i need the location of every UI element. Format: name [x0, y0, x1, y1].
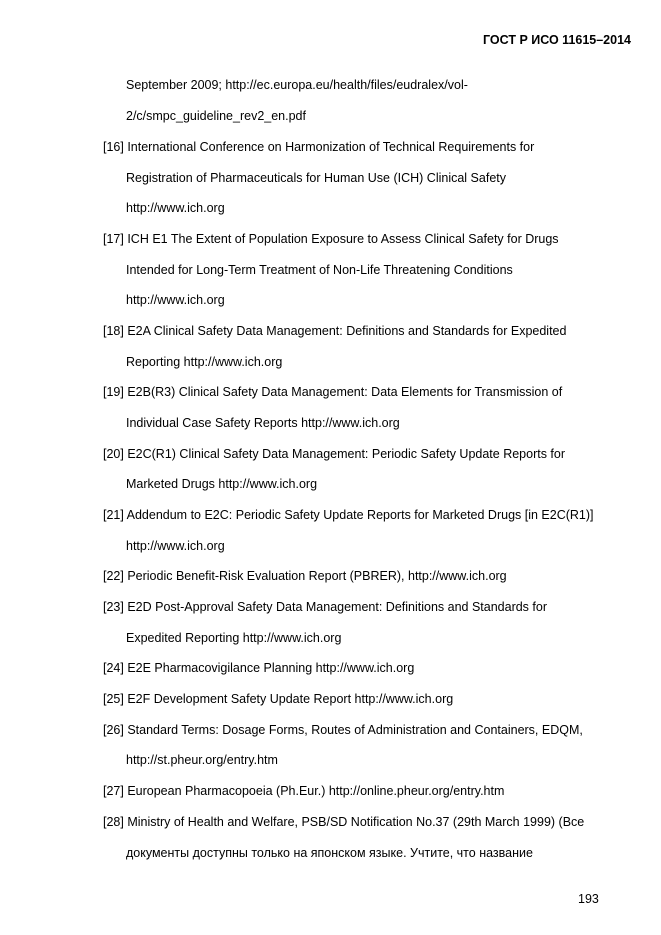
reference-18: [18] E2A Clinical Safety Data Management: Definitions and Standards for Expedited — [103, 324, 567, 338]
reference-link: http://www.ich.org — [126, 293, 225, 307]
reference-continuation-line: Expedited Reporting http://www.ich.org — [126, 631, 342, 645]
reference-28: [28] Ministry of Health and Welfare, PSB/SD Notification No.37 (29th March 1999) (Все — [103, 815, 585, 829]
reference-continuation-line: документы доступны только на японском языке. Учтите, что название — [126, 846, 533, 860]
reference-24: [24] E2E Pharmacovigilance Planning http://www.ich.org — [103, 661, 415, 675]
reference-16: [16] International Conference on Harmonization of Technical Requirements for — [103, 140, 535, 154]
reference-19: [19] E2B(R3) Clinical Safety Data Management: Data Elements for Transmission of — [103, 385, 563, 399]
reference-25: [25] E2F Development Safety Update Report http://www.ich.org — [103, 692, 454, 706]
reference-21: [21] Addendum to E2C: Periodic Safety Update Reports for Marketed Drugs [in E2C(R1)] — [103, 508, 594, 522]
reference-continuation-line: Individual Case Safety Reports http://www.ich.org — [126, 416, 400, 430]
reference-link: http://st.pheur.org/entry.htm — [126, 753, 278, 767]
reference-20: [20] E2C(R1) Clinical Safety Data Management: Periodic Safety Update Reports for — [103, 447, 566, 461]
document-header: ГОСТ Р ИСО 11615–2014 — [482, 33, 631, 47]
reference-continuation-line: Registration of Pharmaceuticals for Human Use (ICH) Clinical Safety — [126, 171, 506, 185]
reference-continuation-line: Marketed Drugs http://www.ich.org — [126, 477, 318, 491]
reference-link: http://www.ich.org — [126, 201, 225, 215]
reference-17: [17] ICH E1 The Extent of Population Exposure to Assess Clinical Safety for Drugs — [103, 232, 559, 246]
reference-continuation-line: Reporting http://www.ich.org — [126, 355, 283, 369]
reference-continuation-line: September 2009; http://ec.europa.eu/health/files/eudralex/vol- — [126, 78, 468, 92]
reference-link: http://www.ich.org — [126, 539, 225, 553]
reference-26: [26] Standard Terms: Dosage Forms, Routes of Administration and Containers, EDQM, — [103, 723, 583, 737]
reference-22: [22] Periodic Benefit-Risk Evaluation Report (PBRER), http://www.ich.org — [103, 569, 507, 583]
page-number: 193 — [578, 892, 599, 906]
reference-23: [23] E2D Post-Approval Safety Data Management: Definitions and Standards for — [103, 600, 547, 614]
reference-continuation-line: Intended for Long-Term Treatment of Non-Life Threatening Conditions — [126, 263, 513, 277]
reference-27: [27] European Pharmacopoeia (Ph.Eur.) http://online.pheur.org/entry.htm — [103, 784, 505, 798]
reference-continuation-line: 2/c/smpc_guideline_rev2_en.pdf — [126, 109, 306, 123]
